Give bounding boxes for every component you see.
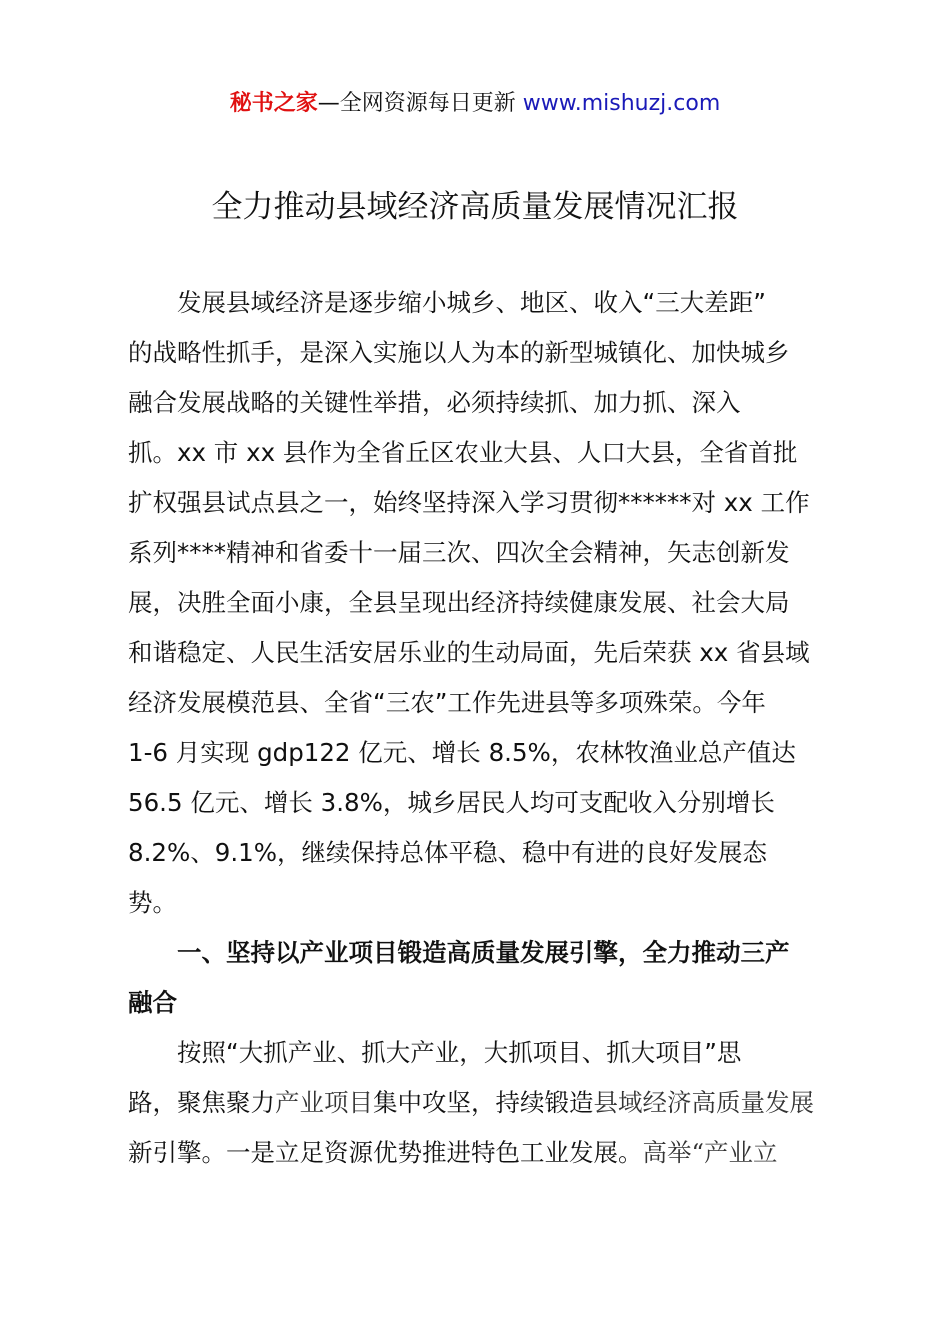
paragraph-line	[128, 1078, 834, 1128]
paragraph-text: 产业项目	[275, 1088, 373, 1117]
paragraph-line: 8.2%、9.1%，继续保持总体平稳、稳中有进的良好发展态	[128, 838, 767, 867]
site-header	[0, 86, 950, 122]
paragraph-text: 集中攻坚，持续锻造	[373, 1088, 594, 1117]
paragraph-line: 势。	[128, 888, 177, 917]
paragraph-line: 扩权强县试点县之一，始终坚持深入学习贯彻******对 xx 工作	[128, 488, 810, 517]
paragraph-line: 系列****精神和省委十一届三次、四次全会精神，矢志创新发	[128, 538, 790, 567]
document-body	[128, 278, 834, 1178]
paragraph-line-text: 的战略性抓手，是深入实施以人为本的新型城镇化、加快城乡	[128, 338, 790, 367]
paragraph-line: 融合发展战略的关键性举措，必须持续抓、加力抓、深入	[128, 388, 741, 417]
paragraph-text: 路，聚焦聚力	[128, 1088, 275, 1117]
paragraph-line: 抓。xx 市 xx 县作为全省丘区农业大县、人口大县，全省首批	[128, 438, 798, 467]
site-url-link[interactable]: www.mishuzj.com	[522, 91, 721, 116]
paragraph-line: 经济发展模范县、全省“三农”工作先进县等多项殊荣。今年	[128, 688, 766, 717]
paragraph-text: 县域经济高质量发展	[593, 1088, 814, 1117]
paragraph-line	[128, 328, 834, 378]
paragraph-line: 56.5 亿元、增长 3.8%，城乡居民人均可支配收入分别增长	[128, 788, 775, 817]
paragraph-line: 和谐稳定、人民生活安居乐业的生动局面，先后荣获 xx 省县域	[128, 638, 810, 667]
paragraph-line: 发展县域经济是逐步缩小城乡、地区、收入“三大差距”	[177, 288, 766, 317]
paragraph-line	[128, 1128, 834, 1178]
brand-name: 秘书之家	[229, 91, 318, 116]
paragraph-text: 新引擎。一是立足资源优势推进特色工业发展。	[128, 1138, 643, 1167]
section-heading: 一、坚持以产业项目锻造高质量发展引擎，全力推动三产	[177, 938, 790, 967]
paragraph-line: 展，决胜全面小康，全县呈现出经济持续健康发展、社会大局	[128, 588, 790, 617]
section-heading: 融合	[128, 988, 177, 1017]
paragraph-line: 1-6 月实现 gdp122 亿元、增长 8.5%，农林牧渔业总产值达	[128, 738, 796, 767]
paragraph-text: 高举“产业立	[642, 1138, 778, 1167]
document-title: 全力推动县域经济高质量发展情况汇报	[211, 189, 739, 225]
header-slogan: —全网资源每日更新	[317, 91, 523, 116]
paragraph-line: 按照“大抓产业、抓大产业，大抓项目、抓大项目”思	[177, 1038, 742, 1067]
